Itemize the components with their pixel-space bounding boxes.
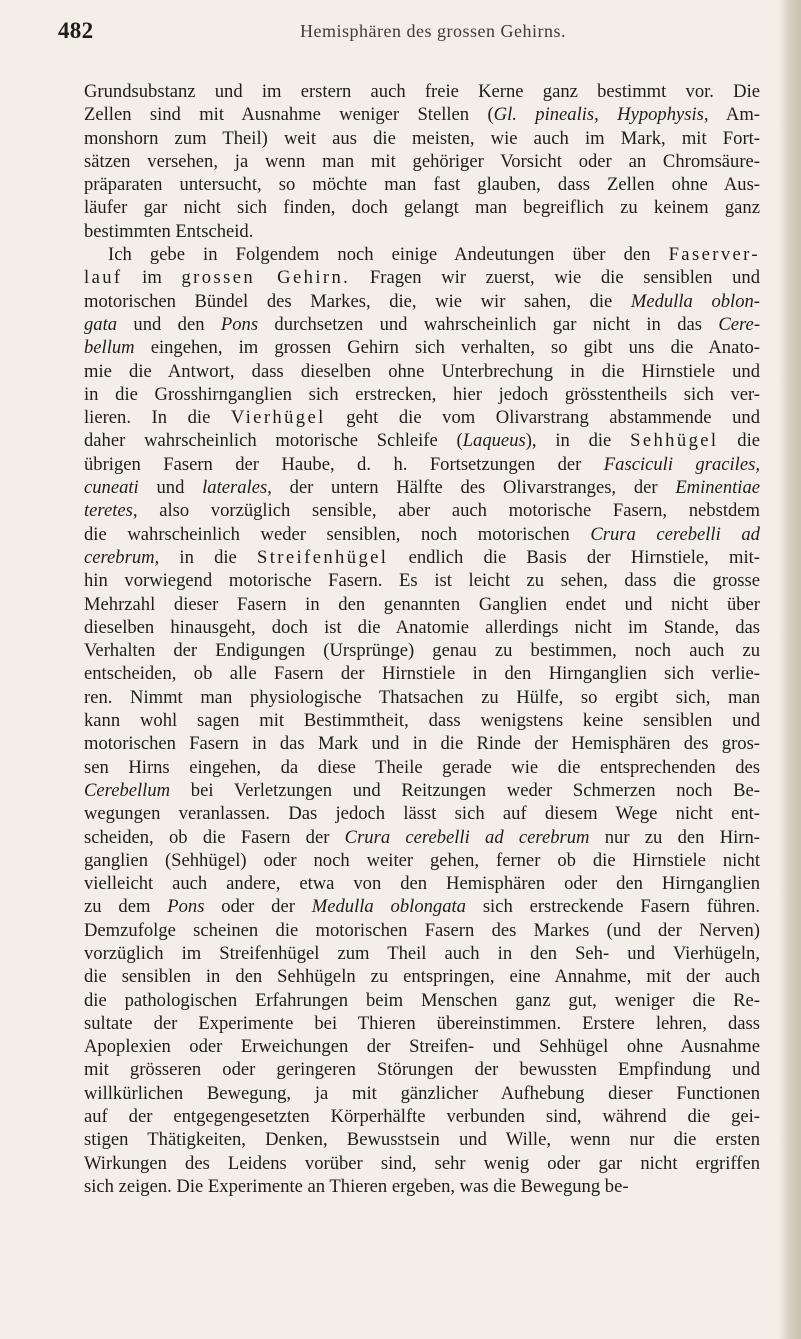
text-run: Fragen wir zuerst, wie die sensiblen und — [350, 267, 761, 289]
text-run: Verhalten der Endigungen (Ursprünge) genau zu bestimmen, noch auch zu — [84, 640, 760, 662]
text-line — [84, 499, 760, 522]
text-run: mie die Antwort, dass dieselben ohne Unterbrechung in die Hirnstiele und — [84, 360, 760, 382]
text-line — [84, 1152, 760, 1175]
text-line — [84, 756, 760, 779]
text-line — [84, 220, 760, 243]
text-run: cuneati — [84, 477, 139, 499]
text-run: nur zu den Hirn- — [589, 826, 760, 848]
text-run: Wirkungen des Leidens vorüber sind, sehr wenig oder gar nicht ergriffen — [84, 1152, 760, 1174]
text-run: durchsetzen und wahrscheinlich gar nicht in das — [258, 313, 719, 335]
text-line — [84, 872, 760, 895]
text-line — [84, 127, 760, 150]
text-run: cerebrum, — [84, 546, 160, 568]
text-line — [84, 1128, 760, 1151]
text-run: Eminentiae — [675, 477, 760, 499]
text-run: die — [718, 430, 760, 452]
text-run: die pathologischen Erfahrungen beim Menschen ganz gut, weniger die Re- — [84, 989, 760, 1011]
text-run: Cerebellum — [84, 779, 171, 801]
text-run: Mehrzahl dieser Fasern in den genannten Ganglien endet und nicht über — [84, 593, 760, 615]
text-run: Ich gebe in Folgendem noch einige Andeutungen über den — [108, 244, 669, 266]
text-run: vorzüglich im Streifenhügel zum Theil auch in den Seh- und Vierhügeln, — [84, 942, 760, 964]
text-line — [84, 1058, 760, 1081]
text-run: teretes, — [84, 500, 138, 522]
text-run: Zellen sind mit Ausnahme weniger Stellen ( — [84, 104, 494, 126]
text-run: bellum — [84, 337, 135, 359]
text-line — [84, 779, 760, 802]
text-run: daher wahrscheinlich motorische Schleife ( — [84, 430, 463, 452]
text-run: Gl. pinealis, Hypophysis, — [493, 104, 709, 126]
text-line — [84, 569, 760, 592]
text-line — [84, 686, 760, 709]
text-run: die wahrscheinlich weder sensiblen, noch motorischen — [84, 523, 591, 545]
text-run: willkürlichen Bewegung, ja mit gänzlicher Aufhebung dieser Functionen — [84, 1082, 760, 1104]
text-run: motorischen Fasern in das Mark und in die Rinde der Hemisphären des gros- — [84, 733, 760, 755]
text-line — [84, 150, 760, 173]
text-run: läufer gar nicht sich finden, doch gelangt man begreiflich zu keinem ganz — [84, 197, 760, 219]
text-run: oder der — [204, 896, 312, 918]
text-run: und — [138, 477, 203, 499]
text-run: in die — [159, 546, 257, 568]
text-run: Crura cerebelli ad — [590, 523, 760, 545]
text-line — [84, 173, 760, 196]
text-line — [84, 103, 760, 126]
text-run: in die Grosshirnganglien sich erstrecken, hier jedoch grösstentheils sich ver- — [84, 383, 760, 405]
text-run: Demzufolge scheinen die motorischen Fasern des Markes (und der Nerven) — [84, 919, 760, 941]
text-run: gata — [84, 313, 118, 335]
text-run: ), in die — [525, 430, 631, 452]
text-line — [84, 453, 760, 476]
text-run: auf der entgegengesetzten Körperhälfte verbunden sind, während die gei- — [84, 1106, 760, 1128]
text-line — [84, 429, 760, 452]
text-run: Am- — [708, 104, 760, 126]
body-text — [84, 80, 760, 1198]
text-run: dieselben hinausgeht, doch ist die Anatomie allerdings nicht im Stande, das — [84, 616, 760, 638]
text-run: und den — [117, 313, 221, 335]
text-line — [84, 1082, 760, 1105]
text-run: monshorn zum Theil) weit aus die meisten, wie auch im Mark, mit Fort- — [84, 127, 760, 149]
text-run: sultate der Experimente bei Thieren übereinstimmen. Erstere lehren, dass — [84, 1012, 760, 1034]
text-run: Streifenhügel — [257, 546, 389, 568]
text-line — [84, 919, 760, 942]
text-run: hin vorwiegend motorische Fasern. Es ist leicht zu sehen, dass die grosse — [84, 570, 760, 592]
text-run: Sehhügel — [630, 430, 719, 452]
text-line — [84, 196, 760, 219]
text-run: ganglien (Sehhügel) oder noch weiter gehen, ferner ob die Hirnstiele nicht — [84, 849, 760, 871]
text-run: der untern Hälfte des Olivarstranges, der — [271, 477, 676, 499]
text-line — [84, 965, 760, 988]
text-run: sätzen versehen, ja wenn man mit gehöriger Vorsicht oder an Chromsäure- — [84, 150, 760, 172]
text-run: Fasciculi graciles, — [603, 453, 760, 475]
text-run: eingehen, im grossen Gehirn sich verhalten, so gibt uns die Anato- — [134, 337, 760, 359]
text-line — [84, 709, 760, 732]
text-run: Cere- — [718, 313, 761, 335]
text-run: Faserver- — [668, 244, 760, 266]
text-line — [84, 662, 760, 685]
text-run: lieren. In die — [84, 407, 231, 429]
text-line — [84, 826, 760, 849]
text-run: im — [122, 267, 182, 289]
text-line — [84, 406, 760, 429]
text-run: motorischen Bündel des Markes, die, wie wir sahen, die — [84, 290, 631, 312]
text-line — [84, 360, 760, 383]
text-line — [84, 383, 760, 406]
text-line — [84, 1175, 760, 1198]
text-run: vielleicht auch andere, etwa von den Hemisphären oder den Hirnganglien — [84, 873, 760, 895]
text-run: entscheiden, ob alle Fasern der Hirnstiele in den Hirnganglien sich verlie- — [84, 663, 760, 685]
text-run: Apoplexien oder Erweichungen der Streifen- und Sehhügel ohne Ausnahme — [84, 1036, 760, 1058]
running-head: Hemisphären des grossen Gehirns. — [300, 21, 566, 41]
text-line — [84, 802, 760, 825]
text-line — [84, 989, 760, 1012]
text-run: die sensiblen in den Sehhügeln zu entspringen, eine Annahme, mit der auch — [84, 966, 760, 988]
text-line — [84, 732, 760, 755]
text-run: bei Verletzungen und Reitzungen weder Schmerzen noch Be- — [170, 779, 760, 801]
text-run: wegungen veranlassen. Das jedoch lässt sich auf diesem Wege nicht ent- — [84, 803, 760, 825]
text-run: Laqueus — [462, 430, 526, 452]
text-run: scheiden, ob die Fasern der — [84, 826, 345, 848]
text-line — [84, 266, 760, 289]
page-number: 482 — [58, 18, 94, 43]
text-line — [84, 639, 760, 662]
text-run: bestimmten Entscheid. — [84, 220, 254, 242]
text-line — [84, 80, 760, 103]
text-run: Vierhügel — [230, 407, 326, 429]
text-run: stigen Thätigkeiten, Denken, Bewusstsein und Wille, wenn nur die ersten — [84, 1129, 760, 1151]
text-run: übrigen Fasern der Haube, d. h. Fortsetzungen der — [84, 453, 604, 475]
text-line — [84, 895, 760, 918]
text-line — [84, 849, 760, 872]
text-run: geht die vom Olivarstrang abstammende und — [325, 407, 760, 429]
text-run: Medulla oblongata — [311, 896, 466, 918]
text-run: endlich die Basis der Hirnstiele, mit- — [388, 546, 761, 568]
text-run: präparaten untersucht, so möchte man fast glauben, dass Zellen ohne Aus- — [84, 174, 760, 196]
text-run: also vorzüglich sensible, aber auch motorische Fasern, nebstdem — [137, 500, 760, 522]
text-line — [84, 290, 760, 313]
text-run: sen Hirns eingehen, da diese Theile gerade wie die entsprechenden des — [84, 756, 760, 778]
text-run: sich zeigen. Die Experimente an Thieren ergeben, was die Bewegung be- — [84, 1175, 629, 1197]
text-run: Crura cerebelli ad cerebrum — [344, 826, 590, 848]
text-run: ren. Nimmt man physiologische Thatsachen zu Hülfe, so ergibt sich, man — [84, 686, 760, 708]
text-line — [84, 476, 760, 499]
text-run: kann wohl sagen mit Bestimmtheit, dass wenigstens keine sensiblen und — [84, 710, 760, 732]
text-line — [84, 1035, 760, 1058]
text-line — [84, 593, 760, 616]
text-run: Grundsubstanz und im erstern auch freie Kerne ganz bestimmt vor. Die — [84, 81, 760, 102]
page-header — [58, 18, 758, 48]
page-edge-shadow — [779, 0, 801, 1339]
text-line — [84, 1012, 760, 1035]
text-run: mit grösseren oder geringeren Störungen der bewussten Empfindung und — [84, 1059, 760, 1081]
text-run: Pons — [167, 896, 205, 918]
text-line — [84, 243, 760, 266]
text-run: grossen Gehirn. — [181, 267, 351, 289]
text-line — [84, 616, 760, 639]
text-run: Medulla oblon- — [630, 290, 760, 312]
text-line — [84, 1105, 760, 1128]
text-line — [84, 336, 760, 359]
text-run: Pons — [220, 313, 259, 335]
text-line — [84, 313, 760, 336]
text-run: lauf — [84, 267, 123, 289]
text-line — [84, 942, 760, 965]
text-run: laterales, — [202, 477, 272, 499]
text-line — [84, 523, 760, 546]
text-run: zu dem — [84, 896, 168, 918]
text-run: sich erstreckende Fasern führen. — [465, 896, 760, 918]
text-line — [84, 546, 760, 569]
